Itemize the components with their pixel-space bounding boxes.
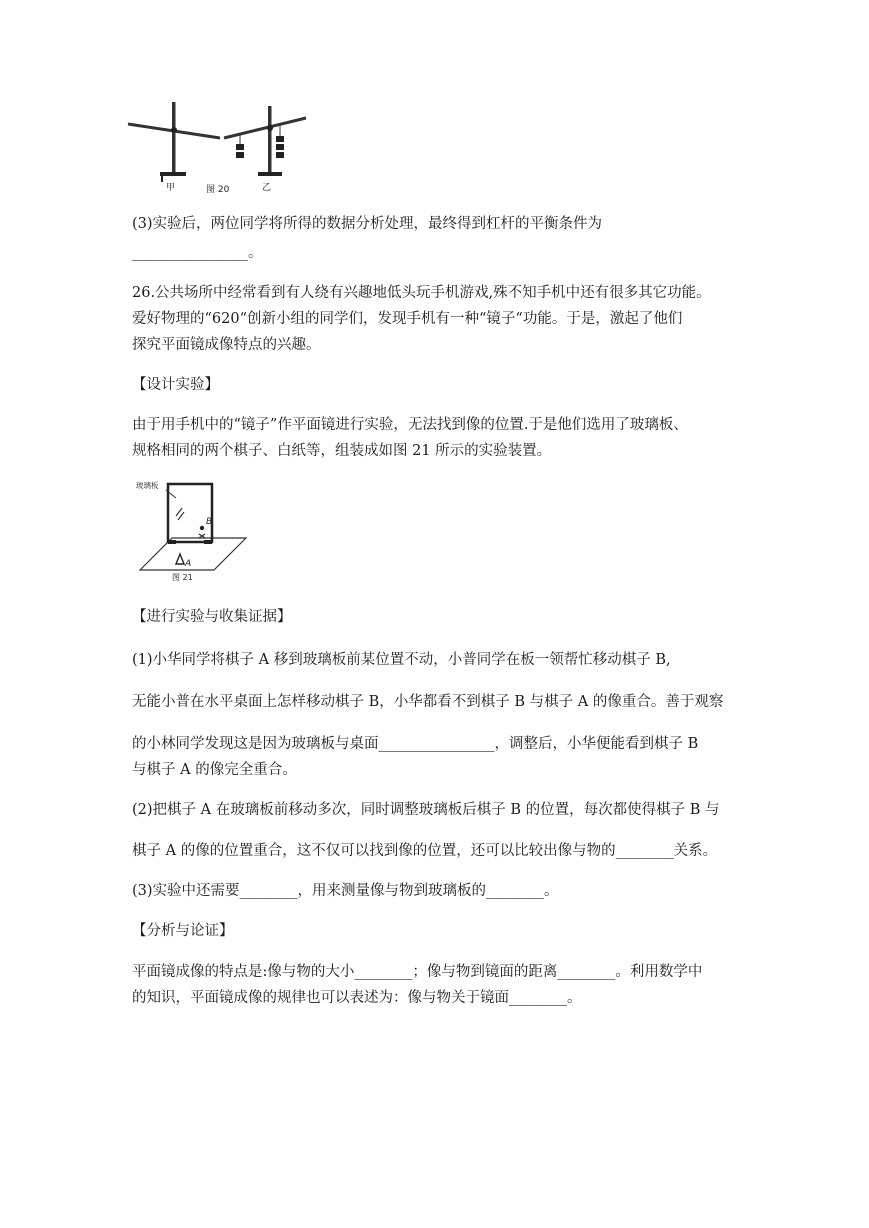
fig21-label-a: A — [185, 559, 192, 569]
exp1-line4: 与棋子 A 的像完全重合。 — [132, 762, 297, 778]
analysis-line2: 的知识，平面镜成像的规律也可以表述为：像与物关于镜面________。 — [132, 990, 582, 1006]
fig21-caption: 图 21 — [172, 573, 193, 582]
fig20-label-left: 甲 — [166, 183, 176, 193]
fig20-caption: 图 20 — [206, 185, 230, 194]
design-heading: 【设计实验】 — [132, 377, 219, 393]
fig21-label-b: B — [206, 517, 213, 527]
q26-intro-line3: 探究平面镜成像特点的兴趣。 — [132, 337, 321, 353]
design-line2: 规格相同的两个棋子、白纸等，组装成如图 21 所示的实验装置。 — [132, 443, 552, 459]
q26-intro-line1: 26.公共场所中经常看到有人绕有兴趣地低头玩手机游戏,殊不知手机中还有很多其它功能。 — [132, 285, 711, 301]
q25-part3-line2: ________________。 — [132, 245, 263, 261]
analysis-line1: 平面镜成像的特点是:像与物的大小________；像与物到镜面的距离________。利用数学中 — [132, 964, 703, 980]
fig20-label-right: 乙 — [262, 183, 272, 193]
exp1-line3: 的小林同学发现这是因为玻璃板与桌面________________，调整后，小华便能看到棋子 B — [132, 736, 699, 752]
fig21-label-glass: 玻璃板 — [136, 481, 159, 490]
figure-21-glass-plate-diagram — [136, 476, 248, 582]
exp1-line1: (1)小华同学将棋子 A 移到玻璃板前某位置不动，小普同学在板一领帮忙移动棋子 B, — [132, 652, 671, 668]
q26-intro-line2: 爱好物理的“620“创新小组的同学们，发现手机有一种“镜子“功能。于是，激起了他们 — [132, 311, 683, 327]
analysis-heading: 【分析与论证】 — [132, 923, 234, 939]
exp1-line2: 无能小普在水平桌面上怎样移动棋子 B，小华都看不到棋子 B 与棋子 A 的像重合。善于观察 — [132, 694, 724, 710]
figure-20-lever-diagram — [126, 98, 312, 194]
q25-part3-line1: (3)实验后，两位同学将所得的数据分析处理，最终得到杠杆的平衡条件为 — [132, 216, 603, 232]
exp2-line1: (2)把棋子 A 在玻璃板前移动多次，同时调整玻璃板后棋子 B 的位置，每次都使得棋子 B 与 — [132, 802, 720, 818]
exp2-line2: 棋子 A 的像的位置重合，这不仅可以找到像的位置，还可以比较出像与物的________关系。 — [132, 843, 718, 859]
design-line1: 由于用手机中的“镜子”作平面镜进行实验，无法找到像的位置.于是他们选用了玻璃板、 — [132, 417, 688, 433]
exp3-line1: (3)实验中还需要________，用来测量像与物到玻璃板的________。 — [132, 883, 559, 899]
experiment-heading: 【进行实验与收集证据】 — [132, 609, 292, 625]
